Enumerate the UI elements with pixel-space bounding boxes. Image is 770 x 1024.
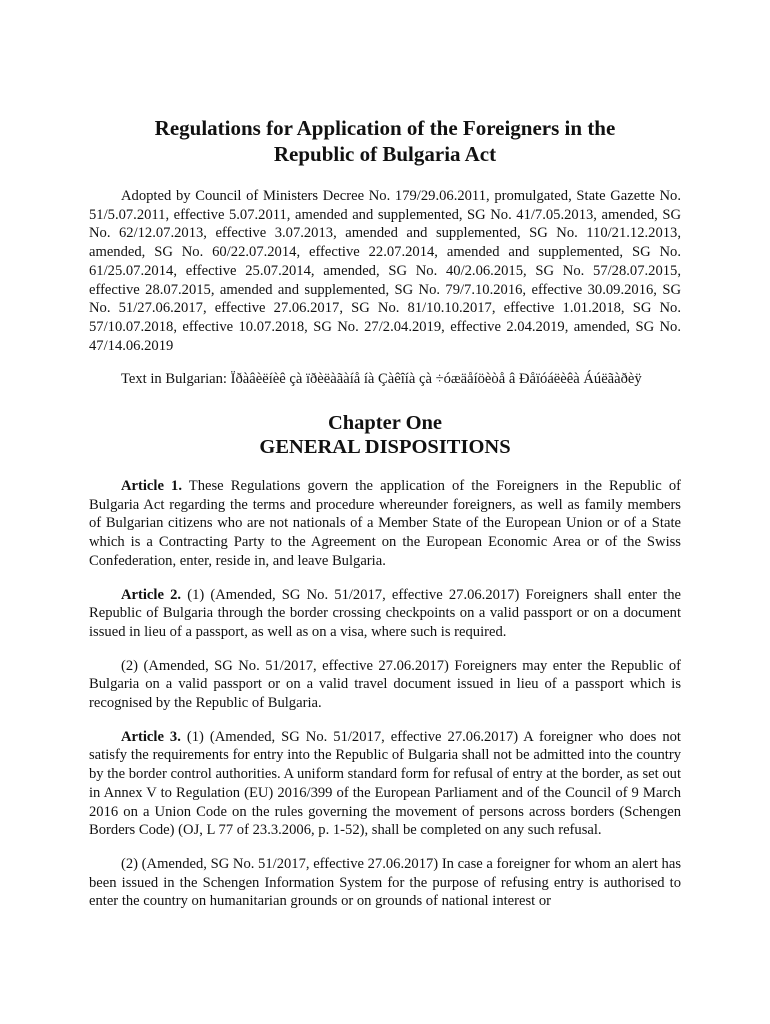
adoption-history: Adopted by Council of Ministers Decree No. 179/29.06.2011, promulgated, State Gazette No. 51/5.07.2011, effective 5.07.2011, amended and supplemented, SG No. 41/7.05.2013, amended, SG No. 62/12.07.2013, effective 3.07.2013, amended and supplemented, SG No. 110/21.12.2013, amended, SG No. 60/22.07.2014, effective 22.07.2014, amended and supplemented, SG No. 61/25.07.2014, effective 25.07.2014, amended, SG No. 40/2.06.2015, SG No. 57/28.07.2015, effective 28.07.2015, amended and supplemented, SG No. 79/7.10.2016, effective 30.09.2016, SG No. 51/27.06.2017, effective 27.06.2017, SG No. 81/10.10.2017, effective 1.01.2018, SG No. 57/10.07.2018, effective 10.07.2018, SG No. 27/2.04.2019, effective 2.04.2019, amended, SG No. 47/14.06.2019 xyxy=(89,188,681,354)
title-line-1: Regulations for Application of the Foreigners in the xyxy=(154,116,616,140)
article-number: Article 3. xyxy=(121,728,181,745)
article-number: Article 2. xyxy=(121,586,182,603)
bulgarian-title-text: Text in Bulgarian: Ïðàâèëíèê çà ïðèëàãàíå íà Çàêîíà çà ÷óæäåíöèòå â Ðåïóáëèêà Áúëãàðèÿ xyxy=(121,371,642,388)
chapter-number: Chapter One xyxy=(327,412,443,435)
article-text: (2) (Amended, SG No. 51/2017, effective 27.06.2017) In case a foreigner for whom an alert has been issued in the Schengen Information System for the purpose of refusing entry is authorised to enter the country on humanitarian grounds or on grounds of national interest or xyxy=(89,855,681,910)
article-3-paragraph-1 xyxy=(89,728,681,840)
article-3-paragraph-2 xyxy=(89,855,681,911)
article-number: Article 1. xyxy=(121,478,182,495)
article-2-paragraph-2 xyxy=(89,657,681,713)
article-2-paragraph-1 xyxy=(89,586,681,642)
chapter-heading xyxy=(89,411,681,459)
article-text: (2) (Amended, SG No. 51/2017, effective 27.06.2017) Foreigners may enter the Republic of Bulgaria on a valid passport or on a valid travel document issued in lieu of a passport which is recognised by the Republic of Bulgaria. xyxy=(89,657,681,712)
document-content xyxy=(89,115,681,926)
article-1 xyxy=(89,477,681,571)
article-text: These Regulations govern the application of the Foreigners in the Republic of Bulgaria Act regarding the terms and procedure whereunder foreigners, as well as family members of Bulgarian citizens who are not nationals of a Member State of the European Union or of a State which is a Contracting Party to the Agreement on the European Economic Area or of the Swiss Confederation, enter, reside in, and leave Bulgaria. xyxy=(89,478,681,569)
article-text: (1) (Amended, SG No. 51/2017, effective 27.06.2017) A foreigner who does not satisfy the requirements for entry into the Republic of Bulgaria shall not be admitted into the country by the border control authorities. A uniform standard form for refusal of entry at the border, as set out in Annex V to Regulation (EU) 2016/399 of the European Parliament and of the Council of 9 March 2016 on a Union Code on the rules governing the movement of persons across borders (Schengen Borders Code) (OJ, L 77 of 23.3.2006, p. 1-52), shall be completed on any such refusal. xyxy=(89,728,681,839)
document-title xyxy=(89,115,681,167)
title-line-2: Republic of Bulgaria Act xyxy=(273,142,497,166)
article-text: (1) (Amended, SG No. 51/2017, effective 27.06.2017) Foreigners shall enter the Republic of Bulgaria through the border crossing checkpoints on a valid passport or on a document issued in lieu of a passport, as well as on a visa, where such is required. xyxy=(89,586,682,640)
chapter-title: GENERAL DISPOSITIONS xyxy=(259,436,511,459)
